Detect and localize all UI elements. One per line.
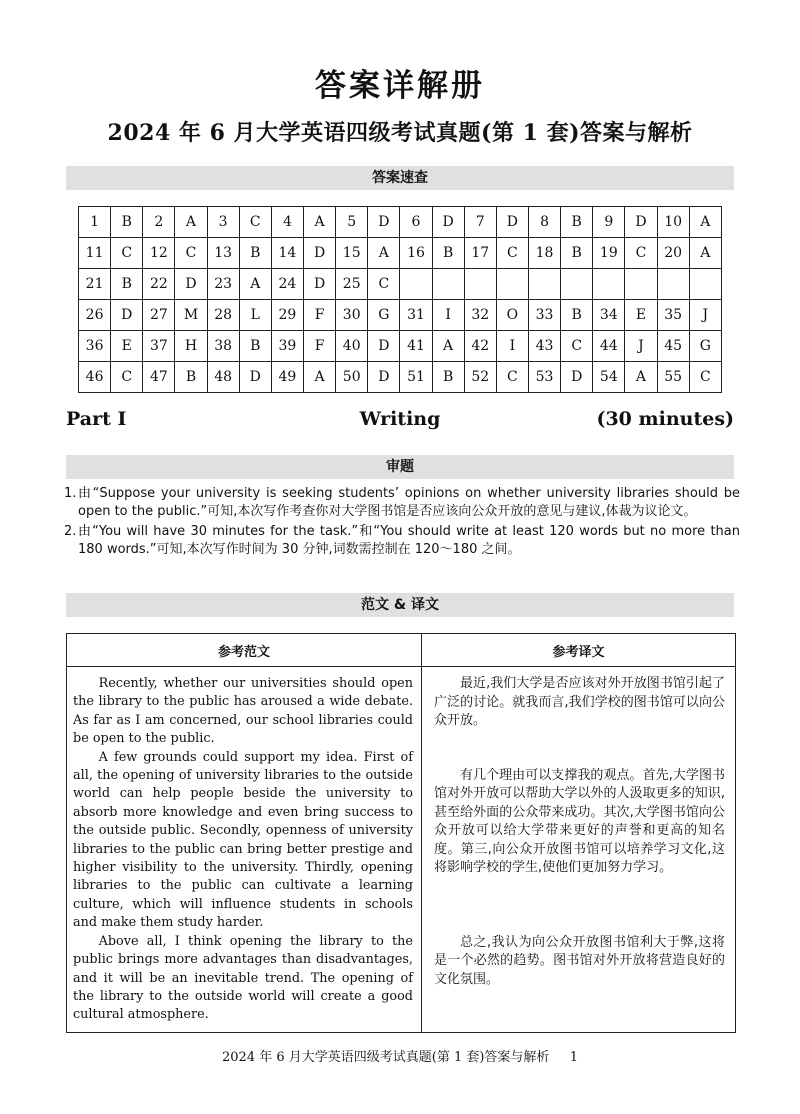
translation-paragraph: 最近,我们大学是否应该对外开放图书馆引起了广泛的讨论。就我而言,我们学校的图书馆可以向公众开放。 bbox=[434, 676, 725, 728]
answer-letter-cell bbox=[432, 269, 464, 300]
question-number-cell: 10 bbox=[657, 207, 689, 238]
sample-essay-column-header: 参考范文 bbox=[67, 634, 422, 667]
answer-row bbox=[79, 238, 722, 269]
footer-text: 2024 年 6 月大学英语四级考试真题(第 1 套)答案与解析 bbox=[222, 1050, 550, 1065]
answer-letter-cell bbox=[689, 269, 721, 300]
answer-letter-cell: A bbox=[368, 238, 400, 269]
answer-letter-cell: D bbox=[432, 207, 464, 238]
question-number-cell bbox=[400, 269, 432, 300]
answer-letter-cell: I bbox=[496, 331, 528, 362]
answer-letter-cell: B bbox=[175, 362, 207, 393]
question-number-cell: 53 bbox=[528, 362, 560, 393]
question-number-cell: 6 bbox=[400, 207, 432, 238]
question-number-cell: 15 bbox=[336, 238, 368, 269]
essay-paragraph: A few grounds could support my idea. First of all, the opening of university libraries to the outside world can help people beside the university to absorb more knowledge and even bring success to the outside public. Secondly, openness of university libraries to the public can bring better prestige and higher visibility to the university. Thirdly, opening libraries to the public can cultivate a learning culture, which will influence students in schools and make them study harder. bbox=[73, 749, 413, 931]
answer-letter-cell: C bbox=[496, 362, 528, 393]
sample-essay-table bbox=[66, 633, 736, 1033]
question-number-cell: 22 bbox=[143, 269, 175, 300]
question-number-cell: 20 bbox=[657, 238, 689, 269]
question-number-cell: 39 bbox=[271, 331, 303, 362]
question-number-cell: 11 bbox=[79, 238, 111, 269]
answer-letter-cell: G bbox=[368, 300, 400, 331]
question-number-cell bbox=[593, 269, 625, 300]
translation-column-header: 参考译文 bbox=[422, 634, 736, 667]
answer-letter-cell: C bbox=[625, 238, 657, 269]
answer-letter-cell: D bbox=[368, 207, 400, 238]
question-number-cell: 52 bbox=[464, 362, 496, 393]
review-list bbox=[64, 485, 740, 561]
answer-letter-cell: D bbox=[175, 269, 207, 300]
question-number-cell: 43 bbox=[528, 331, 560, 362]
question-number-cell: 17 bbox=[464, 238, 496, 269]
part-header bbox=[66, 408, 734, 438]
question-number-cell: 41 bbox=[400, 331, 432, 362]
answer-letter-cell: C bbox=[239, 207, 271, 238]
question-number-cell: 16 bbox=[400, 238, 432, 269]
question-number-cell: 23 bbox=[207, 269, 239, 300]
answer-letter-cell: G bbox=[689, 331, 721, 362]
answer-letter-cell: C bbox=[561, 331, 593, 362]
answer-letter-cell: A bbox=[239, 269, 271, 300]
answer-letter-cell: B bbox=[561, 207, 593, 238]
question-number-cell: 4 bbox=[271, 207, 303, 238]
question-number-cell bbox=[657, 269, 689, 300]
answer-letter-cell: C bbox=[111, 238, 143, 269]
answer-letter-cell: B bbox=[111, 269, 143, 300]
question-number-cell: 45 bbox=[657, 331, 689, 362]
question-number-cell: 21 bbox=[79, 269, 111, 300]
review-heading: 审题 bbox=[66, 455, 734, 479]
page-number: 1 bbox=[569, 1050, 578, 1065]
answer-letter-cell: J bbox=[689, 300, 721, 331]
review-item-number: 1. bbox=[64, 486, 77, 501]
question-number-cell: 25 bbox=[336, 269, 368, 300]
review-item bbox=[64, 523, 740, 558]
answer-letter-cell: J bbox=[625, 331, 657, 362]
answer-letter-cell: B bbox=[239, 331, 271, 362]
translation-paragraph: 总之,我认为向公众开放图书馆利大于弊,这将是一个必然的趋势。图书馆对外开放将营造良好的文化氛围。 bbox=[434, 934, 725, 987]
question-number-cell: 34 bbox=[593, 300, 625, 331]
answer-letter-cell bbox=[496, 269, 528, 300]
question-number-cell: 42 bbox=[464, 331, 496, 362]
answer-letter-cell: C bbox=[368, 269, 400, 300]
answer-letter-cell: M bbox=[175, 300, 207, 331]
question-number-cell: 32 bbox=[464, 300, 496, 331]
answer-letter-cell: B bbox=[111, 207, 143, 238]
answer-letter-cell: A bbox=[432, 331, 464, 362]
question-number-cell: 18 bbox=[528, 238, 560, 269]
answer-letter-cell: F bbox=[303, 331, 335, 362]
answer-row bbox=[79, 331, 722, 362]
question-number-cell: 49 bbox=[271, 362, 303, 393]
answer-row bbox=[79, 300, 722, 331]
question-number-cell: 24 bbox=[271, 269, 303, 300]
answer-letter-cell bbox=[561, 269, 593, 300]
question-number-cell: 14 bbox=[271, 238, 303, 269]
page-footer bbox=[0, 1046, 800, 1065]
question-number-cell: 7 bbox=[464, 207, 496, 238]
answer-row bbox=[79, 362, 722, 393]
answer-letter-cell: L bbox=[239, 300, 271, 331]
answer-letter-cell: D bbox=[368, 362, 400, 393]
review-item-text: 由“Suppose your university is seeking students’ opinions on whether university libraries should be open to the public.”可知,本次写作考查你对大学图书馆是否应该向公众开放的意见与建议,体裁为议论文。 bbox=[78, 486, 740, 519]
answer-letter-cell bbox=[625, 269, 657, 300]
sample-heading: 范文 & 译文 bbox=[66, 593, 734, 617]
question-number-cell: 38 bbox=[207, 331, 239, 362]
sample-essay-text bbox=[67, 667, 422, 1033]
answer-letter-cell: B bbox=[239, 238, 271, 269]
answer-letter-cell: C bbox=[175, 238, 207, 269]
question-number-cell: 3 bbox=[207, 207, 239, 238]
essay-paragraph: Recently, whether our universities should open the library to the public has aroused a wide debate. As far as I am concerned, our school libraries could be open to the public. bbox=[73, 676, 413, 747]
question-number-cell: 31 bbox=[400, 300, 432, 331]
review-item-text: 由“You will have 30 minutes for the task.”和“You should write at least 120 words but no more than 180 words.”可知,本次写作时间为 30 分钟,词数需控制在 120～180 之间。 bbox=[78, 524, 740, 557]
answer-letter-cell: E bbox=[625, 300, 657, 331]
question-number-cell: 55 bbox=[657, 362, 689, 393]
answer-letter-cell: C bbox=[689, 362, 721, 393]
answer-letter-cell: F bbox=[303, 300, 335, 331]
answer-letter-cell: B bbox=[561, 238, 593, 269]
question-number-cell: 30 bbox=[336, 300, 368, 331]
answer-row bbox=[79, 269, 722, 300]
page-title: 答案详解册 bbox=[315, 68, 485, 104]
question-number-cell: 37 bbox=[143, 331, 175, 362]
answer-letter-cell: A bbox=[689, 238, 721, 269]
question-number-cell: 2 bbox=[143, 207, 175, 238]
question-number-cell: 27 bbox=[143, 300, 175, 331]
answer-letter-cell: D bbox=[239, 362, 271, 393]
essay-paragraph: Above all, I think opening the library to the public brings more advantages than disadvantages, and it will be an inevitable trend. The opening of the library to the outside world will create a good cultural atmosphere. bbox=[73, 933, 413, 1023]
part-label: Part Ⅰ bbox=[66, 408, 127, 430]
question-number-cell: 40 bbox=[336, 331, 368, 362]
question-number-cell: 26 bbox=[79, 300, 111, 331]
answer-letter-cell: H bbox=[175, 331, 207, 362]
quick-answers-heading: 答案速查 bbox=[66, 166, 734, 190]
answer-letter-cell: D bbox=[303, 238, 335, 269]
answer-key-table bbox=[78, 206, 722, 393]
question-number-cell: 5 bbox=[336, 207, 368, 238]
question-number-cell: 36 bbox=[79, 331, 111, 362]
answer-letter-cell: B bbox=[432, 238, 464, 269]
review-item-number: 2. bbox=[64, 524, 77, 539]
answer-letter-cell: B bbox=[432, 362, 464, 393]
answer-letter-cell: E bbox=[111, 331, 143, 362]
question-number-cell bbox=[528, 269, 560, 300]
question-number-cell: 1 bbox=[79, 207, 111, 238]
answer-letter-cell: D bbox=[368, 331, 400, 362]
part-name: Writing bbox=[359, 408, 441, 430]
question-number-cell: 9 bbox=[593, 207, 625, 238]
exam-subtitle: 2024 年 6 月大学英语四级考试真题(第 1 套)答案与解析 bbox=[107, 120, 693, 146]
answer-row bbox=[79, 207, 722, 238]
answer-letter-cell: D bbox=[496, 207, 528, 238]
answer-letter-cell: A bbox=[625, 362, 657, 393]
answer-letter-cell: O bbox=[496, 300, 528, 331]
answer-letter-cell: D bbox=[625, 207, 657, 238]
answer-letter-cell: C bbox=[496, 238, 528, 269]
question-number-cell: 12 bbox=[143, 238, 175, 269]
question-number-cell: 47 bbox=[143, 362, 175, 393]
answer-letter-cell: B bbox=[561, 300, 593, 331]
question-number-cell: 48 bbox=[207, 362, 239, 393]
answer-letter-cell: A bbox=[175, 207, 207, 238]
question-number-cell: 50 bbox=[336, 362, 368, 393]
answer-letter-cell: A bbox=[303, 207, 335, 238]
translation-text bbox=[422, 667, 736, 1033]
question-number-cell: 54 bbox=[593, 362, 625, 393]
question-number-cell: 33 bbox=[528, 300, 560, 331]
review-item bbox=[64, 485, 740, 520]
question-number-cell: 46 bbox=[79, 362, 111, 393]
question-number-cell: 44 bbox=[593, 331, 625, 362]
question-number-cell bbox=[464, 269, 496, 300]
translation-paragraph: 有几个理由可以支撑我的观点。首先,大学图书馆对外开放可以帮助大学以外的人汲取更多的知识,甚至给外面的公众带来成功。其次,大学图书馆向公众开放可以给大学带来更好的声誉和更高的知名度。第三,向公众开放图书馆可以培养学习文化,这将影响学校的学生,使他们更加努力学习。 bbox=[434, 767, 725, 875]
question-number-cell: 8 bbox=[528, 207, 560, 238]
answer-letter-cell: A bbox=[303, 362, 335, 393]
answer-letter-cell: A bbox=[689, 207, 721, 238]
question-number-cell: 19 bbox=[593, 238, 625, 269]
part-time: (30 minutes) bbox=[596, 408, 734, 430]
answer-letter-cell: I bbox=[432, 300, 464, 331]
question-number-cell: 51 bbox=[400, 362, 432, 393]
answer-letter-cell: D bbox=[303, 269, 335, 300]
question-number-cell: 13 bbox=[207, 238, 239, 269]
question-number-cell: 29 bbox=[271, 300, 303, 331]
answer-letter-cell: C bbox=[111, 362, 143, 393]
question-number-cell: 35 bbox=[657, 300, 689, 331]
question-number-cell: 28 bbox=[207, 300, 239, 331]
answer-letter-cell: D bbox=[561, 362, 593, 393]
answer-letter-cell: D bbox=[111, 300, 143, 331]
